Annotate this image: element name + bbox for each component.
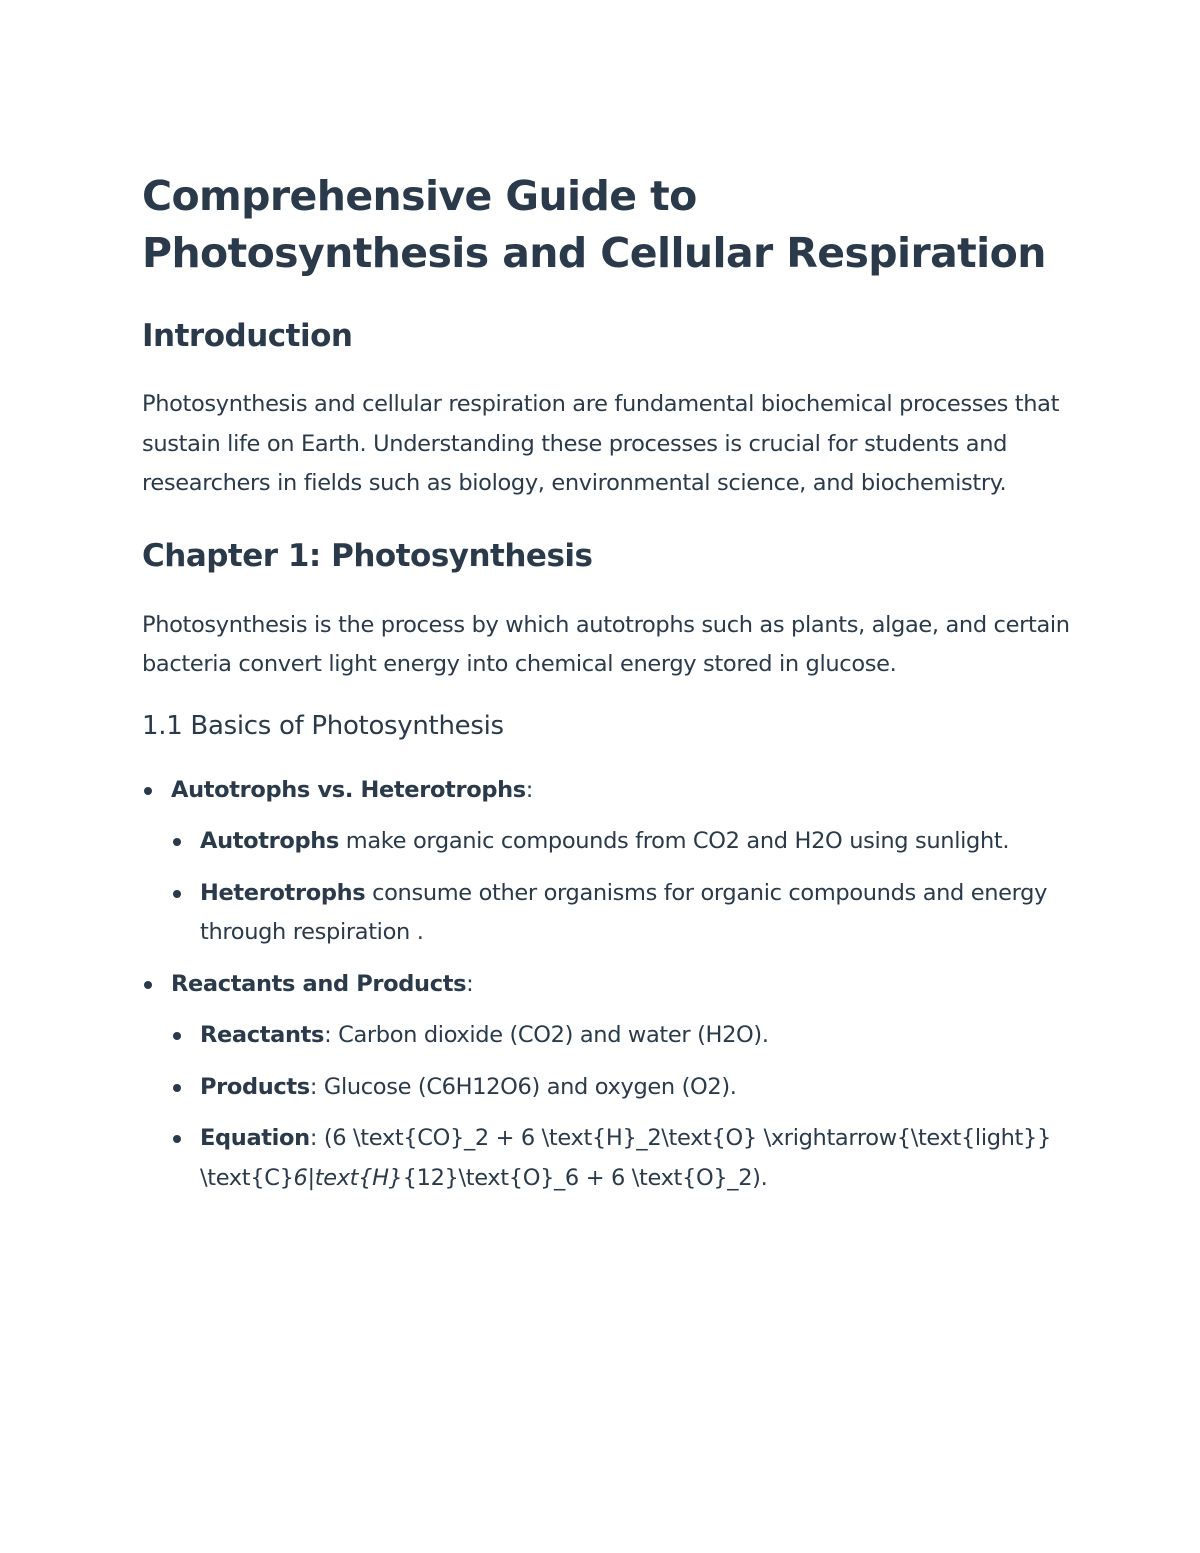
bullet-icon: [173, 1084, 181, 1092]
bullet-icon: [173, 838, 181, 846]
list-item-equation: [171, 1119, 1072, 1198]
introduction-paragraph: Photosynthesis and cellular respiration are fundamental biochemical processes that sustain life on Earth. Understanding these processes is crucial for students and researchers in fields such as biology, environmental science, and biochemistry.: [142, 391, 1060, 496]
introduction-heading: Introduction: [142, 318, 353, 354]
chapter1-paragraph: Photosynthesis is the process by which autotrophs such as plants, algae, and certain bacteria convert light energy into chemical energy stored in glucose.: [142, 611, 1070, 677]
term-heterotrophs: Heterotrophs: [200, 879, 366, 906]
list-item-suffix: :: [525, 776, 534, 803]
term-equation: Equation: [200, 1125, 310, 1151]
sublist-reactants-products: [171, 1016, 1072, 1198]
basics-list: [142, 771, 1072, 1199]
definition-text: : Glucose (C6H12O6) and oxygen (O2).: [309, 1073, 737, 1100]
section-1-1-heading: 1.1 Basics of Photosynthesis: [142, 710, 504, 741]
term-reactants: Reactants: [200, 1022, 325, 1048]
definition-text: make organic compounds from CO2 and H2O using sunlight.: [338, 828, 1010, 854]
title-line-2: Photosynthesis and Cellular Respiration: [142, 229, 1046, 277]
equation-text-part2: {12}\text{O}_6 + 6 \text{O}_2).: [402, 1164, 768, 1191]
term-products: Products: [200, 1073, 310, 1100]
document-page: [142, 168, 1072, 1210]
bullet-icon: [173, 1032, 181, 1040]
list-item-reactants-and-products: [142, 965, 1072, 1199]
definition-text: : Carbon dioxide (CO2) and water (H2O).: [324, 1022, 769, 1048]
equation-text-italic: 6|text{H}: [293, 1164, 403, 1191]
equation-text-part1: : (6 \text{CO}_2 + 6 \text{H}_2\text{O} \xrightarrow{\text{light}} \text{C}: [200, 1125, 1051, 1191]
document-title: [142, 168, 1072, 282]
bullet-icon: [144, 981, 152, 989]
bullet-icon: [173, 890, 181, 898]
sublist-autotrophs-heterotrophs: [171, 822, 1072, 953]
list-item: [171, 1068, 1072, 1108]
chapter1-heading: Chapter 1: Photosynthesis: [142, 537, 593, 574]
list-item-suffix: :: [466, 970, 474, 997]
list-item-autotrophs-vs-heterotrophs: [142, 771, 1072, 953]
title-line-1: Comprehensive Guide to: [142, 172, 697, 220]
bullet-icon: [144, 787, 152, 795]
list-item-label: Reactants and Products: [171, 970, 467, 997]
term-autotrophs: Autotrophs: [200, 828, 339, 854]
list-item: [171, 822, 1072, 862]
definition-text: consume other organisms for organic compounds and energy through respiration .: [200, 879, 1048, 945]
list-item: [171, 874, 1072, 953]
bullet-icon: [173, 1135, 181, 1143]
list-item: [171, 1016, 1072, 1056]
list-item-label: Autotrophs vs. Heterotrophs: [171, 776, 526, 803]
